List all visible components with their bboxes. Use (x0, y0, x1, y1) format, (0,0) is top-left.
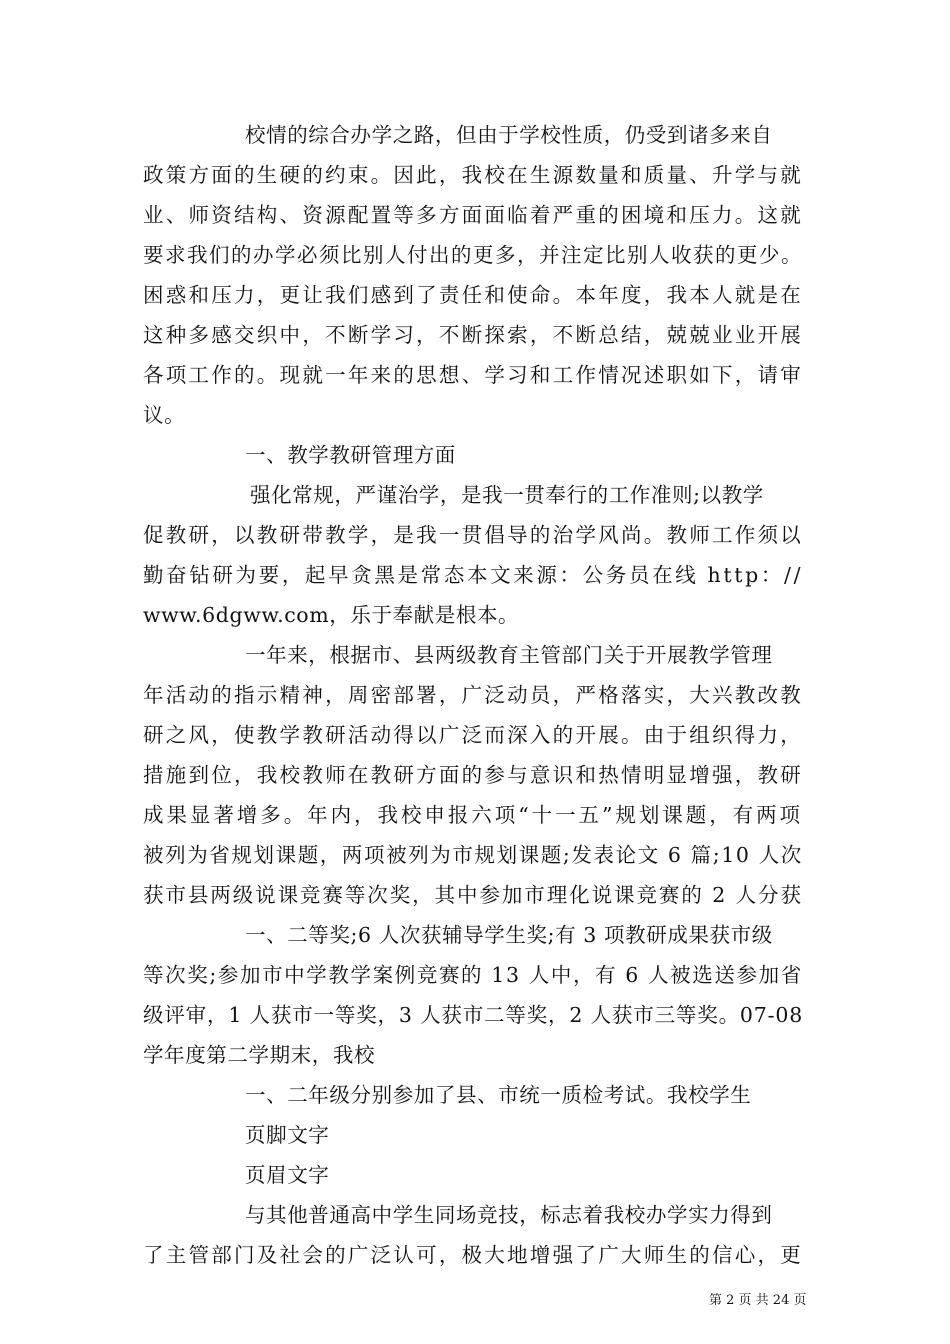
header-placeholder-text: 页眉文字 (245, 1163, 330, 1187)
page-number: 第 2 页 共 24 页 (709, 1293, 807, 1308)
text-line: 业、师资结构、资源配置等多方面面临着严重的困境和压力。这就 (143, 203, 804, 227)
text-line: 措施到位，我校教师在教研方面的参与意识和热情明显增强，教研 (143, 763, 804, 787)
text-line: 学年度第二学期末，我校 (143, 1043, 376, 1067)
text-line: 一、二年级分别参加了县、市统一质检考试。我校学生 (245, 1083, 752, 1107)
text-line: 这种多感交织中，不断学习，不断探索，不断总结，兢兢业业开展 (143, 323, 804, 347)
text-line: 校情的综合办学之路，但由于学校性质，仍受到诸多来自 (245, 123, 773, 147)
text-line: 等次奖;参加市中学教学案例竞赛的 13 人中，有 6 人被选送参加省 (143, 963, 803, 987)
section-heading: 一、教学教研管理方面 (245, 443, 456, 467)
text-line: 要求我们的办学必须比别人付出的更多，并注定比别人收获的更少。 (143, 243, 803, 267)
text-line: 研之风，使教学教研活动得以广泛而深入的开展。由于组织得力， (143, 723, 804, 747)
text-line: 被列为省规划课题，两项被列为市规划课题;发表论文 6 篇;10 人次 (143, 843, 803, 867)
text-line: 了主管部门及社会的广泛认可，极大地增强了广大师生的信心，更 (143, 1243, 804, 1267)
text-line: 级评审，1 人获市一等奖，3 人获市二等奖，2 人获市三等奖。07-08 (143, 1003, 804, 1027)
footer-placeholder-text: 页脚文字 (245, 1123, 330, 1147)
text-line: 一、二等奖;6 人次获辅导学生奖;有 3 项教研成果获市级 (245, 923, 773, 947)
text-line: 获市县两级说课竞赛等次奖，其中参加市理化说课竞赛的 2 人分获 (143, 883, 803, 907)
text-line: 促教研，以教研带教学，是我一贯倡导的治学风尚。教师工作须以 (143, 523, 804, 547)
text-line: 成果显著增多。年内，我校申报六项“十一五”规划课题，有两项 (143, 803, 804, 827)
text-line: 强化常规，严谨治学，是我一贯奉行的工作准则;以教学 (250, 483, 764, 507)
text-line: 政策方面的生硬的约束。因此，我校在生源数量和质量、升学与就 (143, 163, 804, 187)
text-line: 年活动的指示精神，周密部署，广泛动员，严格落实，大兴教改教 (143, 683, 804, 707)
text-line: 一年来，根据市、县两级教育主管部门关于开展教学管理 (245, 643, 773, 667)
text-line: 各项工作的。现就一年来的思想、学习和工作情况述职如下，请审 (143, 363, 804, 387)
text-line: 勤奋钻研为要，起早贪黑是常态本文来源：公务员在线 http：// (143, 563, 804, 587)
text-line: 议。 (143, 403, 186, 427)
text-line: 与其他普通高中学生同场竞技，标志着我校办学实力得到 (245, 1203, 773, 1227)
text-line: 困惑和压力，更让我们感到了责任和使命。本年度，我本人就是在 (143, 283, 804, 307)
text-line: www.6dgww.com，乐于奉献是根本。 (143, 603, 520, 627)
